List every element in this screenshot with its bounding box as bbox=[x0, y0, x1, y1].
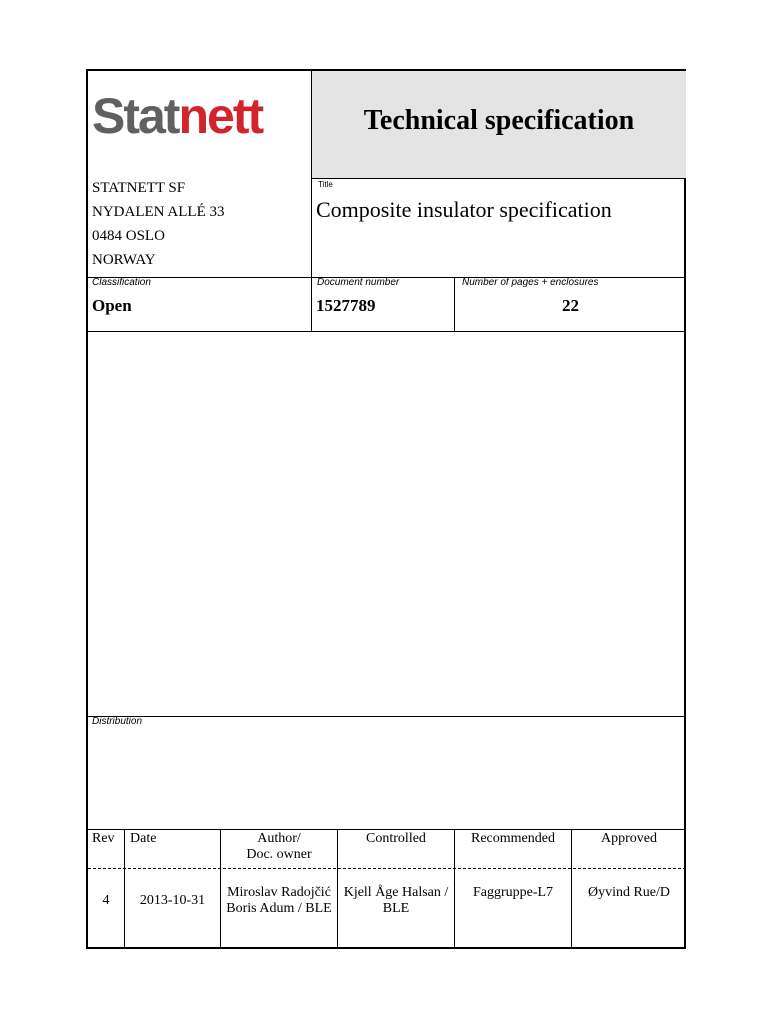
row-recommended: Faggruppe-L7 bbox=[472, 885, 554, 900]
document-title: Composite insulator specification bbox=[316, 197, 612, 222]
divider bbox=[88, 331, 686, 332]
header-approved: Approved bbox=[601, 831, 657, 846]
row-approved: Øyvind Rue/D bbox=[587, 885, 671, 900]
divider bbox=[124, 829, 125, 949]
row-controlled-line1: Kjell Åge Halsan / bbox=[343, 885, 449, 900]
document-frame bbox=[86, 69, 686, 949]
address-line: NORWAY bbox=[92, 252, 156, 268]
document-number-value: 1527789 bbox=[316, 296, 376, 315]
row-author-line1: Miroslav Radojčić bbox=[227, 885, 331, 900]
header-author-line2: Doc. owner bbox=[246, 847, 312, 862]
title-label: Title bbox=[318, 180, 333, 189]
company-address bbox=[92, 176, 224, 272]
address-line: 0484 OSLO bbox=[92, 228, 165, 244]
address-line: STATNETT SF bbox=[92, 180, 186, 196]
pages-label: Number of pages + enclosures bbox=[462, 277, 599, 288]
header-date: Date bbox=[130, 831, 157, 846]
divider bbox=[88, 716, 686, 717]
header-block bbox=[312, 71, 686, 178]
row-rev: 4 bbox=[102, 893, 110, 908]
document-heading: Technical specification bbox=[363, 105, 635, 136]
logo-part-stat: Stat bbox=[92, 88, 179, 144]
divider bbox=[312, 178, 686, 179]
header-rev: Rev bbox=[92, 831, 115, 846]
distribution-label: Distribution bbox=[92, 716, 143, 727]
row-date: 2013-10-31 bbox=[139, 893, 206, 908]
header-author bbox=[221, 831, 337, 863]
document-number-label: Document number bbox=[317, 277, 400, 288]
divider bbox=[88, 829, 686, 830]
divider bbox=[88, 868, 686, 869]
pages-value: 22 bbox=[562, 296, 579, 315]
row-author-line2: Boris Adum / BLE bbox=[226, 901, 332, 916]
row-author bbox=[221, 885, 337, 917]
classification-value: Open bbox=[92, 296, 132, 315]
header-author-line1: Author/ bbox=[257, 831, 301, 846]
header-recommended: Recommended bbox=[471, 831, 555, 846]
classification-label: Classification bbox=[92, 277, 151, 288]
logo-part-nett: nett bbox=[178, 88, 263, 144]
divider bbox=[311, 71, 312, 331]
row-controlled bbox=[338, 885, 454, 917]
address-line: NYDALEN ALLÉ 33 bbox=[92, 204, 225, 220]
header-controlled: Controlled bbox=[366, 831, 426, 846]
statnett-logo bbox=[92, 88, 263, 144]
row-controlled-line2: BLE bbox=[382, 901, 410, 916]
